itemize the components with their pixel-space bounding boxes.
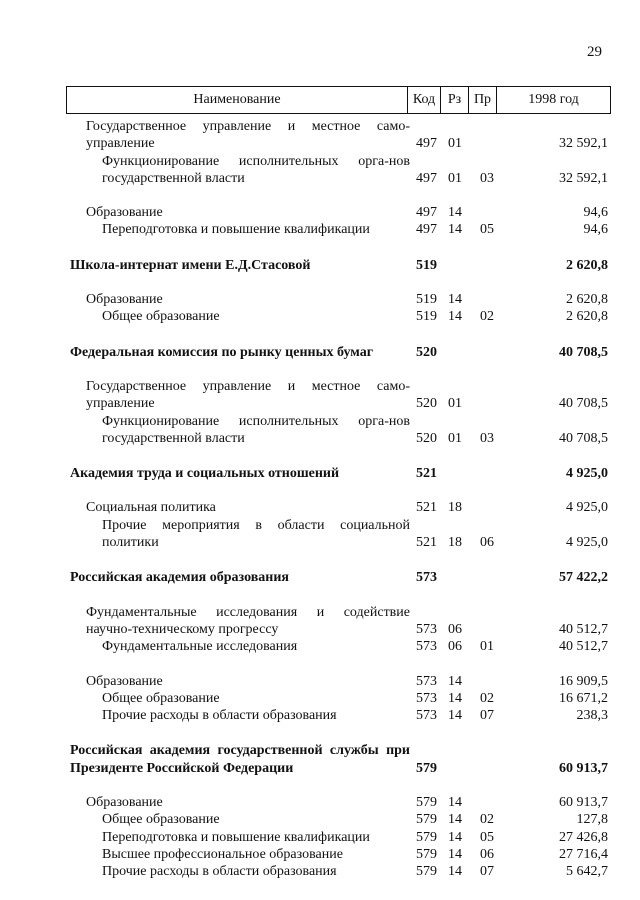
row-kod: 519 <box>416 309 437 325</box>
row-pr: 06 <box>480 846 494 862</box>
table-row <box>70 517 608 552</box>
row-amount: 16 671,2 <box>559 690 608 706</box>
table-row <box>70 742 608 777</box>
row-kod: 519 <box>416 257 437 273</box>
row-rz: 06 <box>448 621 462 637</box>
row-kod: 520 <box>416 344 437 360</box>
row-kod: 521 <box>416 500 437 516</box>
row-rz: 06 <box>448 639 462 655</box>
row-amount: 94,6 <box>583 222 608 238</box>
row-rz: 14 <box>448 673 462 689</box>
row-rz: 14 <box>448 795 462 811</box>
table-header <box>66 86 611 114</box>
row-kod: 521 <box>416 466 437 482</box>
row-amount: 40 512,7 <box>559 621 608 637</box>
row-name: Переподготовка и повышение квалификации <box>102 222 370 238</box>
header-year: 1998 год <box>528 92 579 107</box>
row-pr: 05 <box>480 829 494 845</box>
row-name: Функционирование исполнительных орга-нов государственной власти <box>102 153 410 186</box>
row-amount: 40 708,5 <box>559 396 608 412</box>
row-amount: 40 708,5 <box>559 430 608 446</box>
table-row <box>70 673 608 690</box>
table-row <box>70 118 608 153</box>
row-pr: 05 <box>480 222 494 238</box>
row-rz: 01 <box>448 170 462 186</box>
row-kod: 520 <box>416 396 437 412</box>
row-kod: 579 <box>416 760 437 776</box>
row-amount: 57 422,2 <box>559 570 608 586</box>
row-kod: 579 <box>416 812 437 828</box>
row-kod: 573 <box>416 570 437 586</box>
row-kod: 519 <box>416 292 437 308</box>
row-kod: 573 <box>416 690 437 706</box>
row-amount: 27 716,4 <box>559 846 608 862</box>
table-row <box>70 204 608 221</box>
table-row <box>70 604 608 639</box>
row-pr: 06 <box>480 535 494 551</box>
header-pr: Пр <box>469 87 497 113</box>
table-row <box>70 569 608 586</box>
header-name: Наименование <box>67 87 408 113</box>
row-rz: 14 <box>448 864 462 880</box>
row-name: Образование <box>86 292 163 308</box>
table-row <box>70 413 608 448</box>
row-amount: 32 592,1 <box>559 136 608 152</box>
row-name: Прочие мероприятия в области социальной политики <box>102 517 410 551</box>
row-rz: 14 <box>448 690 462 706</box>
row-kod: 520 <box>416 430 437 446</box>
row-amount: 4 925,0 <box>566 535 608 551</box>
row-rz: 01 <box>448 430 462 446</box>
row-kod: 579 <box>416 829 437 845</box>
row-amount: 60 913,7 <box>559 795 608 811</box>
row-name: Прочие расходы в области образования <box>102 864 337 880</box>
row-name: Образование <box>86 673 163 689</box>
row-amount: 4 925,0 <box>566 466 608 482</box>
row-rz: 14 <box>448 708 462 724</box>
row-name: Общее образование <box>102 690 220 706</box>
table-row <box>70 153 608 188</box>
row-rz: 18 <box>448 535 462 551</box>
row-kod: 497 <box>416 136 437 152</box>
row-kod: 573 <box>416 708 437 724</box>
table-row <box>70 846 608 863</box>
row-amount: 4 925,0 <box>566 500 608 516</box>
row-rz: 14 <box>448 222 462 238</box>
row-amount: 94,6 <box>583 205 608 221</box>
row-amount: 127,8 <box>576 812 608 828</box>
row-rz: 01 <box>448 136 462 152</box>
table-row <box>70 257 608 274</box>
row-kod: 579 <box>416 795 437 811</box>
row-rz: 14 <box>448 846 462 862</box>
row-amount: 40 708,5 <box>559 344 608 360</box>
row-kod: 497 <box>416 222 437 238</box>
row-pr: 01 <box>480 639 494 655</box>
row-name: Академия труда и социальных отношений <box>70 466 340 482</box>
row-kod: 497 <box>416 205 437 221</box>
row-kod: 497 <box>416 170 437 186</box>
table-row <box>70 465 608 482</box>
page-number: 29 <box>587 44 602 60</box>
row-name: Общее образование <box>102 309 220 325</box>
header-kod: Код <box>408 87 441 113</box>
row-amount: 2 620,8 <box>566 292 608 308</box>
row-amount: 238,3 <box>576 708 608 724</box>
row-rz: 14 <box>448 309 462 325</box>
table-row <box>70 291 608 308</box>
row-name: Российская академия образования <box>70 570 289 586</box>
row-pr: 07 <box>480 708 494 724</box>
row-amount: 60 913,7 <box>559 760 608 776</box>
row-name: Фундаментальные исследования и содействие научно-техническому прогрессу <box>86 604 410 637</box>
table-row <box>70 811 608 828</box>
table-row <box>70 829 608 846</box>
row-kod: 573 <box>416 621 437 637</box>
table-row <box>70 707 608 724</box>
row-pr: 07 <box>480 864 494 880</box>
row-name: Высшее профессиональное образование <box>102 846 343 862</box>
row-pr: 03 <box>480 170 494 186</box>
row-name: Образование <box>86 795 163 811</box>
row-amount: 5 642,7 <box>566 864 608 880</box>
row-name: Прочие расходы в области образования <box>102 708 337 724</box>
row-pr: 02 <box>480 690 494 706</box>
row-amount: 32 592,1 <box>559 170 608 186</box>
row-amount: 27 426,8 <box>559 829 608 845</box>
row-kod: 579 <box>416 864 437 880</box>
row-rz: 14 <box>448 205 462 221</box>
row-pr: 03 <box>480 430 494 446</box>
row-name: Российская академия государственной службы при Президенте Российской Федерации <box>70 743 410 776</box>
row-kod: 573 <box>416 639 437 655</box>
table-row <box>70 863 608 880</box>
table-row <box>70 344 608 361</box>
table-row <box>70 221 608 238</box>
table-row <box>70 308 608 325</box>
table-row <box>70 690 608 707</box>
table-row <box>70 638 608 655</box>
row-name: Переподготовка и повышение квалификации <box>102 829 370 845</box>
row-amount: 40 512,7 <box>559 639 608 655</box>
row-amount: 2 620,8 <box>566 309 608 325</box>
table-body <box>70 118 608 881</box>
row-pr: 02 <box>480 812 494 828</box>
row-rz: 14 <box>448 292 462 308</box>
row-name: Государственное управление и местное само-управление <box>86 378 410 412</box>
row-name: Федеральная комиссия по рынку ценных бумаг <box>70 344 374 360</box>
row-rz: 01 <box>448 396 462 412</box>
row-amount: 16 909,5 <box>559 673 608 689</box>
table-row <box>70 378 608 413</box>
table-row <box>70 794 608 811</box>
header-rz: Рз <box>441 87 469 113</box>
row-name: Школа-интернат имени Е.Д.Стасовой <box>70 257 311 273</box>
row-kod: 573 <box>416 673 437 689</box>
row-name: Социальная политика <box>86 500 216 516</box>
row-pr: 02 <box>480 309 494 325</box>
row-rz: 18 <box>448 500 462 516</box>
row-name: Фундаментальные исследования <box>102 639 298 655</box>
table-row <box>70 499 608 516</box>
row-kod: 521 <box>416 535 437 551</box>
row-name: Функционирование исполнительных орга-нов государственной власти <box>102 413 410 446</box>
row-name: Общее образование <box>102 812 220 828</box>
row-rz: 14 <box>448 829 462 845</box>
row-amount: 2 620,8 <box>566 257 608 273</box>
row-name: Государственное управление и местное само-управление <box>86 119 410 152</box>
row-name: Образование <box>86 205 163 221</box>
row-rz: 14 <box>448 812 462 828</box>
row-kod: 579 <box>416 846 437 862</box>
